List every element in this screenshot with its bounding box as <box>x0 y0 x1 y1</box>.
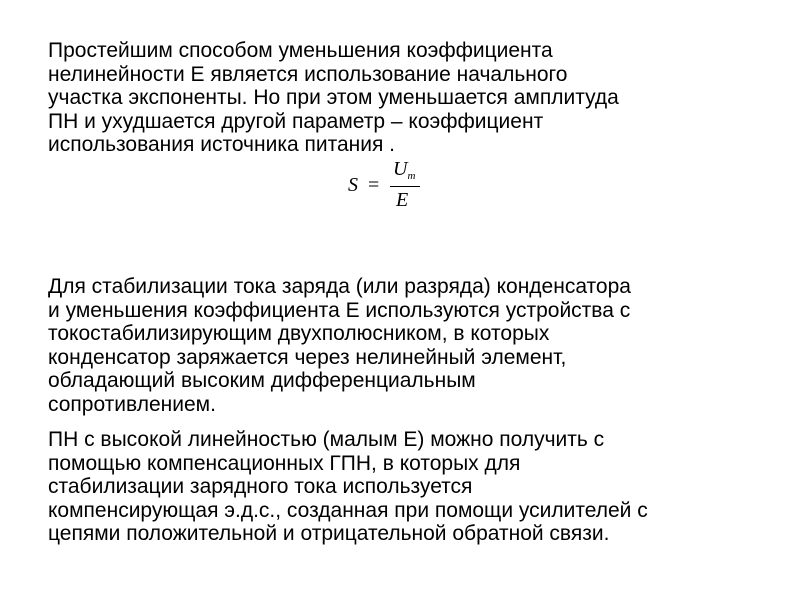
paragraph-current-stabilization: Для стабилизации тока заряда (или разряда) конденсатора и уменьшения коэффициента Е используются устройства с токостабилизирующим двухполюсником, в которых конденсатор заряжается через нелинейный элемент, обладающий высоким дифференциальным сопротивлением. <box>48 275 631 416</box>
formula-denominator: E <box>396 189 409 211</box>
paragraph-compensation-generators: ПН с высокой линейностью (малым Е) можно получить с помощью компенсационных ГПН, в которых для стабилизации зарядного тока используется компенсирующая э.д.с., созданная при помощи усилителей с цепями положительной и отрицательной обратной связи. <box>48 428 648 545</box>
paragraph-nonlinearity-intro: Простейшим способом уменьшения коэффициента нелинейности Е является использование начального участка экспоненты. Но при этом уменьшается амплитуда ПН и ухудшается другой параметр – коэффициент использования источника питания . <box>48 39 619 156</box>
formula-fraction-bar <box>390 186 420 187</box>
formula-numerator-subscript: m <box>407 170 416 182</box>
formula-numerator <box>393 158 415 182</box>
formula-numerator-symbol: U <box>393 158 408 180</box>
formula-lhs: S <box>348 174 358 196</box>
formula-equals: = <box>368 174 380 196</box>
formula-utilization-coefficient <box>344 158 444 214</box>
